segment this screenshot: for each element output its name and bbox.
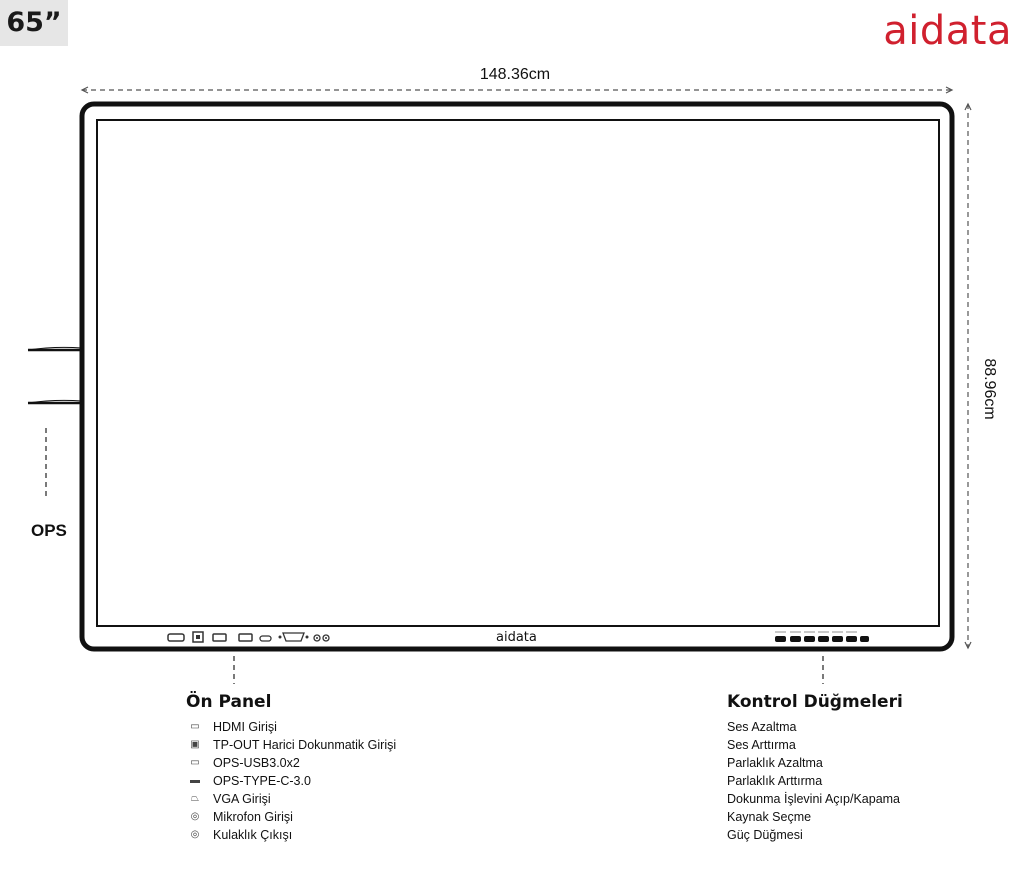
bezel-port-hdmi	[168, 634, 184, 641]
ops-pin-top	[28, 347, 82, 350]
front-panel-item	[186, 772, 396, 790]
control-button-item: Parlaklık Azaltma	[727, 756, 823, 770]
height-dimension-label: 88.96cm	[981, 358, 998, 420]
headphone-jack-icon: ◎	[190, 829, 200, 840]
display-screen	[97, 120, 939, 626]
front-panel-item-label: Mikrofon Girişi	[213, 810, 293, 824]
mic-jack-icon: ◎	[190, 811, 200, 822]
width-dimension-label: 148.36cm	[479, 66, 551, 83]
front-panel-item	[186, 736, 396, 754]
front-panel-item-label: OPS-USB3.0x2	[213, 756, 300, 770]
front-panel-item-label: TP-OUT Harici Dokunmatik Girişi	[213, 738, 397, 752]
control-button-item: Kaynak Seçme	[727, 810, 812, 824]
display-frame	[82, 104, 952, 649]
control-buttons-list	[727, 718, 900, 844]
vga-icon: ⏢	[191, 793, 199, 804]
front-panel-item	[186, 808, 396, 826]
bezel-port-usb-c	[260, 636, 271, 641]
control-button-item: Parlaklık Arttırma	[727, 774, 823, 788]
control-buttons-title: Kontrol Düğmeleri	[727, 692, 903, 712]
control-button-item: Ses Azaltma	[727, 720, 797, 734]
control-button-item: Dokunma İşlevini Açıp/Kapama	[727, 792, 901, 806]
front-panel-title: Ön Panel	[186, 692, 272, 712]
size-badge: 65”	[0, 0, 68, 46]
usb-c-icon: ▬	[190, 775, 200, 786]
front-panel-item	[186, 718, 396, 736]
front-panel-list	[186, 718, 396, 844]
bezel-port-mic	[314, 635, 320, 641]
bezel-port-vga	[279, 633, 309, 641]
bezel-port-usb-a-1	[213, 634, 226, 641]
front-panel-item	[186, 826, 396, 844]
bezel-port-usb-a-2	[239, 634, 252, 641]
brand-logo: aidata	[883, 8, 1012, 54]
front-panel-item-label: VGA Girişi	[213, 792, 271, 806]
bezel-brand-logo: aidata	[496, 630, 537, 645]
bezel-port-headphone	[323, 635, 329, 641]
hdmi-icon: ▭	[190, 721, 200, 732]
usb-b-icon: ▣	[190, 739, 200, 750]
front-panel-item	[186, 790, 396, 808]
front-panel-item-label: Kulaklık Çıkışı	[213, 828, 293, 842]
ops-label: OPS	[31, 521, 67, 540]
ops-pin-bottom	[28, 400, 82, 403]
usb-a-icon: ▭	[190, 757, 200, 768]
front-panel-item-label: HDMI Girişi	[213, 720, 277, 734]
bezel-control-buttons	[775, 632, 869, 642]
front-panel-item	[186, 754, 396, 772]
control-button-item: Ses Arttırma	[727, 738, 796, 752]
bezel-port-usb-b	[193, 632, 203, 642]
control-button-item: Güç Düğmesi	[727, 828, 803, 842]
front-panel-item-label: OPS-TYPE-C-3.0	[213, 774, 311, 788]
